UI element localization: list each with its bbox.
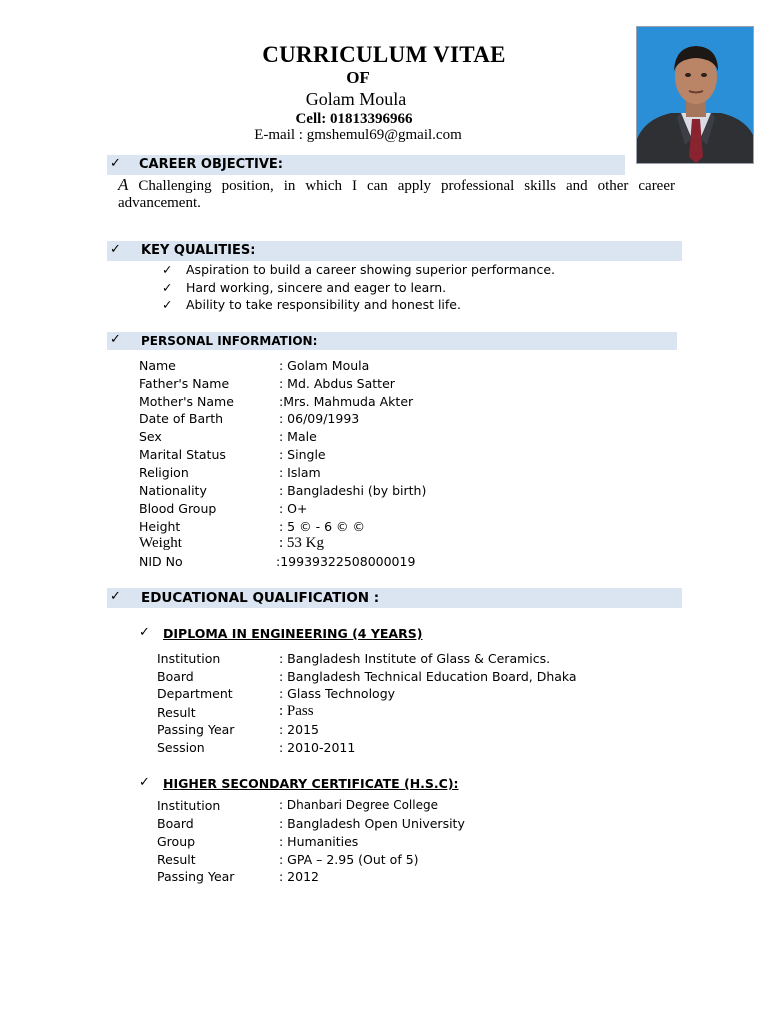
personal-label: Mother's Name [139,394,234,409]
personal-value: : 5 © - 6 © © [279,519,365,534]
quality-item: ✓ Aspiration to build a career showing superior performance. [162,262,556,277]
hsc-label: Board [157,816,194,831]
check-icon: ✓ [139,625,150,640]
personal-info-title: PERSONAL INFORMATION: [141,334,318,348]
diploma-value: : 2015 [279,722,319,737]
personal-label: Date of Barth [139,411,224,426]
cv-email: E-mail : gmshemul69@gmail.com [254,127,462,143]
hsc-label: Result [157,852,196,867]
hsc-label: Institution [157,798,221,813]
hsc-value: : 2012 [279,869,319,884]
diploma-label: Board [157,669,194,684]
hsc-value: : Dhanbari Degree College [279,798,438,812]
check-icon: ✓ [139,775,150,790]
portrait-photo [636,26,754,164]
quality-item: ✓ Ability to take responsibility and honest life. [162,297,461,312]
personal-label: Nationality [139,483,207,498]
portrait-icon [637,27,754,164]
hsc-label: Group [157,834,196,849]
hsc-title: HIGHER SECONDARY CERTIFICATE (H.S.C): [163,776,459,791]
diploma-label: Session [157,740,205,755]
personal-label: Father's Name [139,376,230,391]
personal-value: :19939322508000019 [276,554,416,569]
personal-value: : Single [279,447,326,462]
personal-value: : Golam Moula [279,358,370,373]
key-qualities-title: KEY QUALITIES: [141,243,256,258]
check-icon: ✓ [110,242,121,257]
personal-value: : Islam [279,465,321,480]
personal-label: Height [139,519,181,534]
education-title: EDUCATIONAL QUALIFICATION : [141,590,380,606]
diploma-label: Passing Year [157,722,235,737]
personal-label: Marital Status [139,447,226,462]
cv-cell: Cell: 01813396966 [295,111,413,127]
diploma-value: : Bangladesh Institute of Glass & Ceramics. [279,651,551,666]
personal-value: : Md. Abdus Satter [279,376,395,391]
hsc-value: : Humanities [279,834,359,849]
personal-value: : Bangladeshi (by birth) [279,483,427,498]
personal-label: Religion [139,465,189,480]
personal-value: : 53 Kg [279,535,324,551]
check-icon: ✓ [110,156,121,171]
personal-value: :Mrs. Mahmuda Akter [279,394,414,409]
check-icon: ✓ [162,297,173,312]
diploma-value: : 2010-2011 [279,740,356,755]
personal-label: Name [139,358,176,373]
check-icon: ✓ [162,262,173,277]
hsc-label: Passing Year [157,869,235,884]
career-objective-text: A Challenging position, in which I can apply professional skills and other career advancement. [118,175,675,211]
diploma-value: : Glass Technology [279,686,396,701]
personal-value: : O+ [279,501,308,516]
diploma-value: : Bangladesh Technical Education Board, Dhaka [279,669,577,684]
cv-title: CURRICULUM VITAE [262,42,506,67]
personal-label: Sex [139,429,162,444]
diploma-title: DIPLOMA IN ENGINEERING (4 YEARS) [163,626,423,641]
quality-item: ✓ Hard working, sincere and eager to learn. [162,280,447,295]
diploma-label: Institution [157,651,221,666]
personal-label: Blood Group [139,501,217,516]
diploma-value: : Pass [279,703,314,719]
cv-of: OF [346,68,370,87]
hsc-value: : Bangladesh Open University [279,816,465,831]
hsc-value: : GPA – 2.95 (Out of 5) [279,852,419,867]
check-icon: ✓ [110,332,121,347]
diploma-label: Result [157,705,196,720]
cv-name: Golam Moula [305,89,407,109]
diploma-label: Department [157,686,233,701]
check-icon: ✓ [110,589,121,604]
personal-label: NID No [139,554,183,569]
check-icon: ✓ [162,280,173,295]
career-objective-title: CAREER OBJECTIVE: [139,157,283,172]
personal-value: : Male [279,429,317,444]
personal-value: : 06/09/1993 [279,411,360,426]
personal-label: Weight [139,535,182,551]
